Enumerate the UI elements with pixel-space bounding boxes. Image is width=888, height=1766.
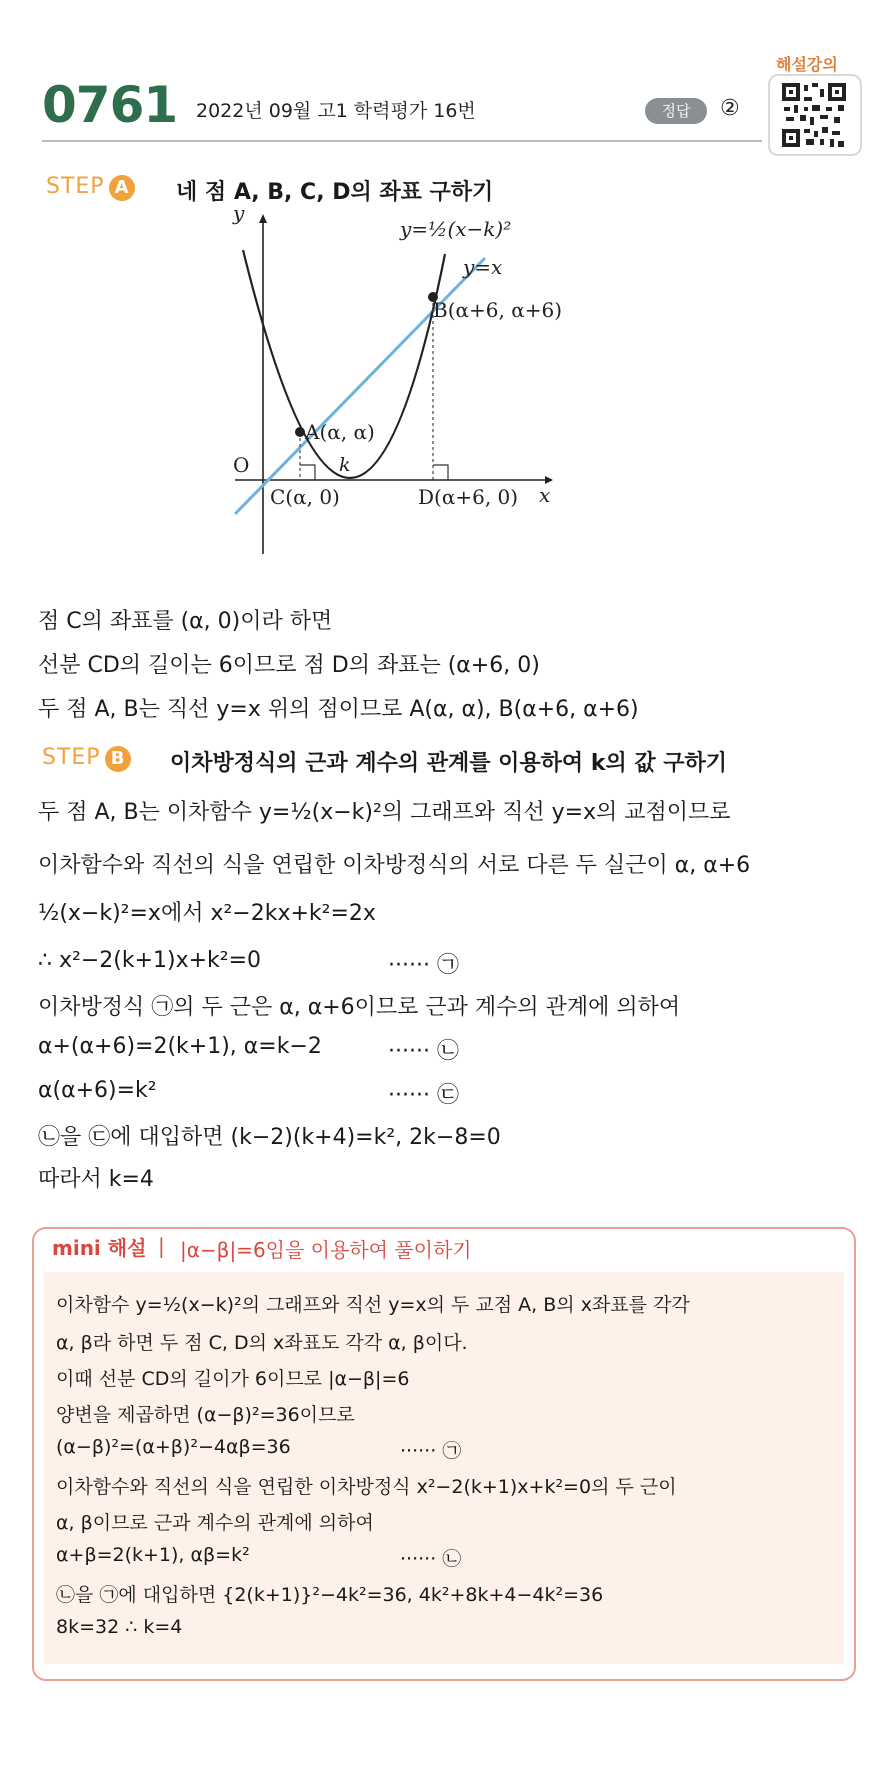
step-b-line-7: α(α+6)=k² (38, 1078, 157, 1103)
mini-marker-1: ······ ㉠ (400, 1440, 462, 1462)
right-angle-c (300, 465, 315, 480)
step-b-letter: B (105, 746, 131, 772)
step-a-letter: A (109, 175, 135, 201)
parabola-label: y=½(x−k)² (400, 217, 512, 241)
mini-line-10: 8k=32 ∴ k=4 (56, 1616, 183, 1638)
y-axis-arrow (259, 214, 267, 223)
point-a-dot (295, 427, 305, 437)
mini-line-3: 이때 선분 CD의 길이가 6이므로 |α−β|=6 (56, 1368, 410, 1390)
mini-solution-separator: | (158, 1234, 165, 1258)
problem-source: 2022년 09월 고1 학력평가 16번 (196, 100, 476, 122)
step-b-tag: STEP B (42, 745, 131, 772)
step-b-line-1: 두 점 A, B는 이차함수 y=½(x−k)²의 그래프와 직선 y=x의 교점이므로 (38, 800, 731, 825)
step-b-line-5: 이차방정식 ㉠의 두 근은 α, α+6이므로 근과 계수의 관계에 의하여 (38, 995, 681, 1020)
step-b-line-2: 이차함수와 직선의 식을 연립한 이차방정식의 서로 다른 두 실근이 α, α+6 (38, 853, 751, 878)
point-b-label: B(α+6, α+6) (433, 298, 562, 322)
header-divider (42, 140, 762, 142)
mini-line-4: 양변을 제곱하면 (α−β)²=36이므로 (56, 1404, 355, 1426)
line-label: y=x (463, 255, 503, 279)
step-a-line-1: 점 C의 좌표를 (α, 0)이라 하면 (38, 609, 333, 634)
parabola-line-graph (233, 201, 675, 564)
mini-line-6: 이차함수와 직선의 식을 연립한 이차방정식 x²−2(k+1)x+k²=0의 두 근이 (56, 1476, 677, 1498)
lecture-label: 해설강의 (776, 55, 838, 74)
step-a-title: 네 점 A, B, C, D의 좌표 구하기 (176, 180, 494, 205)
qr-code[interactable] (768, 74, 862, 156)
mini-line-9: ㉡을 ㉠에 대입하면 {2(k+1)}²−4k²=36, 4k²+8k+4−4k²=36 (56, 1584, 604, 1606)
mini-line-8: α+β=2(k+1), αβ=k² (56, 1544, 250, 1566)
origin-label: O (233, 453, 250, 477)
problem-number: 0761 (42, 76, 178, 134)
step-b-title: 이차방정식의 근과 계수의 관계를 이용하여 k의 값 구하기 (170, 751, 728, 776)
step-a-line-2: 선분 CD의 길이는 6이므로 점 D의 좌표는 (α+6, 0) (38, 653, 540, 678)
step-a-tag: STEP A (46, 174, 135, 201)
x-axis-label: x (539, 483, 551, 507)
mini-line-5: (α−β)²=(α+β)²−4αβ=36 (56, 1436, 291, 1458)
mini-solution-title: |α−β|=6임을 이용하여 풀이하기 (180, 1238, 472, 1262)
answer-badge: 정답 (645, 98, 707, 124)
step-b-line-3: ½(x−k)²=x에서 x²−2kx+k²=2x (38, 901, 376, 926)
point-a-label: A(α, α) (305, 420, 375, 444)
equation-marker-1: ······ ㉠ (388, 953, 459, 978)
point-d-label: D(α+6, 0) (418, 485, 519, 509)
step-b-line-8: ㉡을 ㉢에 대입하면 (k−2)(k+4)=k², 2k−8=0 (38, 1125, 501, 1150)
vertex-label: k (339, 454, 351, 476)
mini-line-2: α, β라 하면 두 점 C, D의 x좌표도 각각 α, β이다. (56, 1332, 468, 1354)
equation-marker-3: ······ ㉢ (388, 1083, 459, 1108)
mini-marker-2: ······ ㉡ (400, 1548, 462, 1570)
step-b-line-9: 따라서 k=4 (38, 1167, 154, 1192)
right-angle-d (433, 465, 448, 480)
y-axis-label: y (233, 201, 245, 225)
mini-line-1: 이차함수 y=½(x−k)²의 그래프와 직선 y=x의 두 교점 A, B의 x좌표를 각각 (56, 1294, 690, 1316)
equation-marker-2: ······ ㉡ (388, 1039, 459, 1064)
point-c-label: C(α, 0) (270, 485, 340, 509)
step-b-line-6: α+(α+6)=2(k+1), α=k−2 (38, 1034, 322, 1059)
mini-line-7: α, β이므로 근과 계수의 관계에 의하여 (56, 1512, 374, 1534)
step-a-line-3: 두 점 A, B는 직선 y=x 위의 점이므로 A(α, α), B(α+6, α+6) (38, 697, 639, 722)
step-b-line-4: ∴ x²−2(k+1)x+k²=0 (38, 948, 262, 973)
mini-solution-label: mini 해설 (52, 1236, 147, 1260)
answer-value: ② (720, 96, 740, 121)
qr-code-icon (782, 83, 846, 147)
